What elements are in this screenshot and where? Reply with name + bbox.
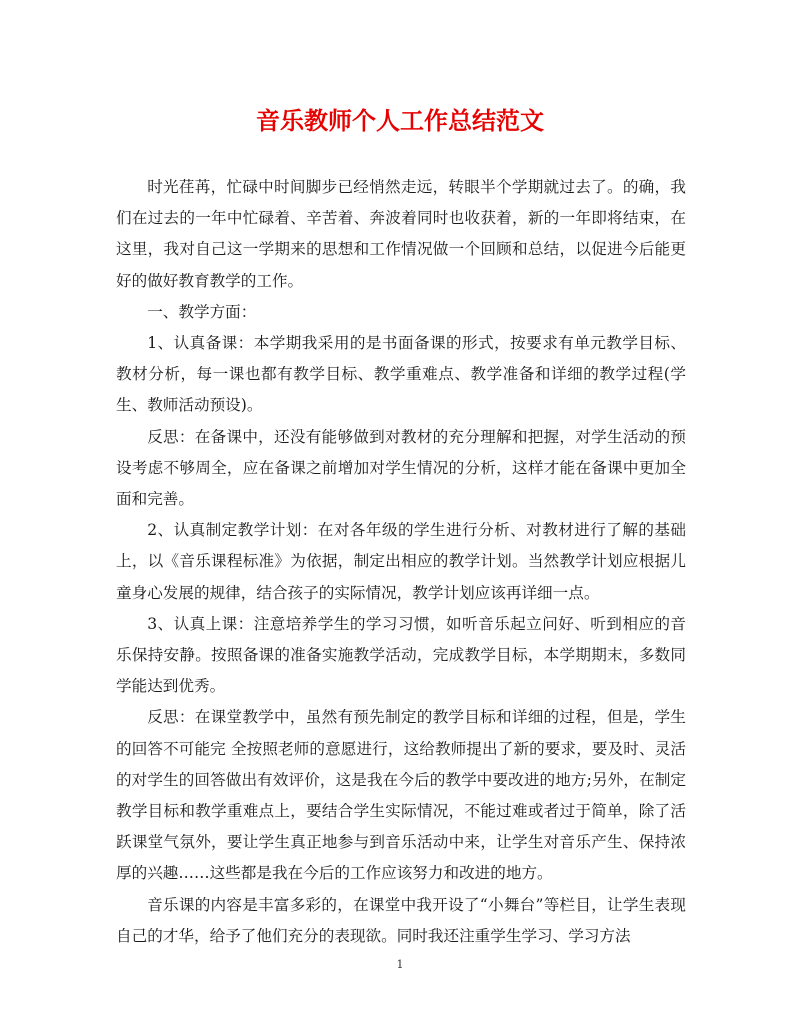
paragraph: 2、认真制定教学计划：在对各年级的学生进行分析、对教材进行了解的基础上，以《音乐课程标准》为依据，制定出相应的教学计划。当然教学计划应根据儿童身心发展的规律，结合孩子的实际情况，教学计划应该再详细一点。: [116, 521, 686, 602]
page-number: 1: [396, 958, 404, 971]
document-body: [116, 172, 686, 952]
document-title: 音乐教师个人工作总结范文: [256, 106, 544, 135]
paragraph: 1、认真备课：本学期我采用的是书面备课的形式，按要求有单元教学目标、教材分析，每一课也都有教学目标、教学重难点、教学准备和详细的教学过程(学生、教师活动预设)。: [116, 334, 686, 415]
paragraph: 3、认真上课：注意培养学生的学习习惯，如听音乐起立问好、听到相应的音乐保持安静。按照备课的准备实施教学活动，完成教学目标，本学期期末，多数同学能达到优秀。: [116, 614, 686, 696]
paragraph: 一、教学方面：: [147, 302, 257, 321]
paragraph: 音乐课的内容是丰富多彩的，在课堂中我开设了“小舞台”等栏目，让学生表现自己的才华，给予了他们充分的表现欲。同时我还注重学生学习、学习方法: [116, 895, 686, 945]
paragraph: 时光荏苒，忙碌中时间脚步已经悄然走远，转眼半个学期就过去了。的确，我们在过去的一年中忙碌着、辛苦着、奔波着同时也收获着，新的一年即将结束，在这里，我对自己这一学期来的思想和工作情况做一个回顾和总结，以促进今后能更好的做好教育教学的工作。: [116, 178, 686, 290]
paragraph: 反思：在课堂教学中，虽然有预先制定的教学目标和详细的过程，但是，学生的回答不可能完 全按照老师的意愿进行，这给教师提出了新的要求，要及时、灵活的对学生的回答做出有效评价，这是我在今后的教学中要改进的地方;另外，在制定教学目标和教学重难点上，要结合学生实际情况，不能过难或者过于简单，除了活跃课堂气氛外，要让学生真正地参与到音乐活动中来，让学生对音乐产生、保持浓厚的兴趣……这些都是我在今后的工作应该努力和改进的地方。: [116, 708, 686, 883]
paragraph: 反思：在备课中，还没有能够做到对教材的充分理解和把握，对学生活动的预设考虑不够周全，应在备课之前增加对学生情况的分析，这样才能在备课中更加全面和完善。: [116, 427, 686, 509]
